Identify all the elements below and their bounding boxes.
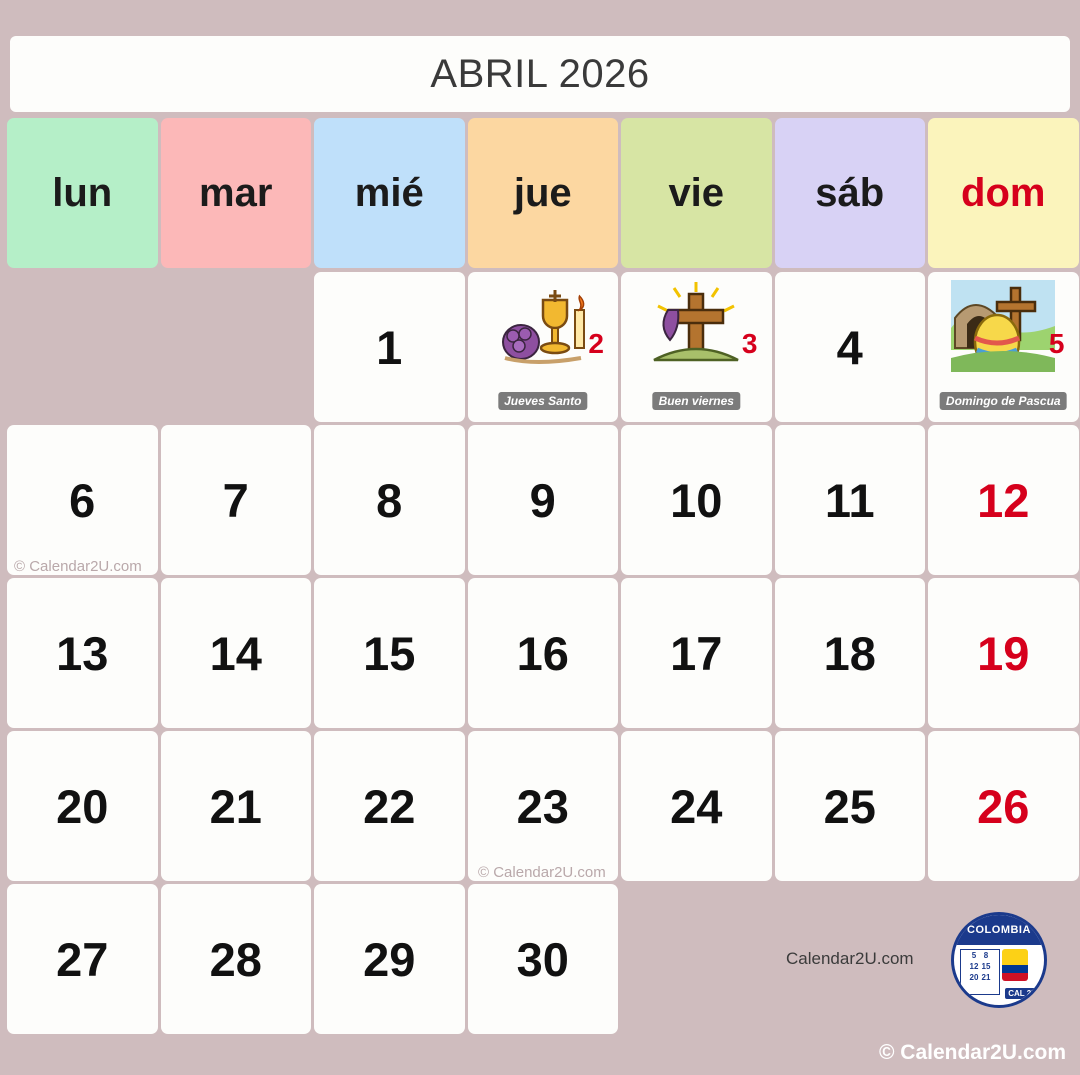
holiday-content <box>621 272 772 422</box>
logo-country-label: COLOMBIA <box>954 915 1044 945</box>
day-cell[interactable] <box>468 425 619 575</box>
day-number: 12 <box>977 473 1030 527</box>
logo-mini-cell: 8 <box>983 951 989 960</box>
day-cell[interactable] <box>621 425 772 575</box>
day-number: 1 <box>376 320 403 374</box>
day-cell[interactable] <box>314 272 465 422</box>
brand-label: Calendar2U.com <box>786 949 914 968</box>
day-number: 8 <box>376 473 403 527</box>
day-number: 16 <box>516 626 569 680</box>
logo-mini-cell: 5 <box>971 951 977 960</box>
day-number: 24 <box>670 779 723 833</box>
day-number: 23 <box>516 779 569 833</box>
chalice-grapes-candle-icon <box>491 280 595 372</box>
easter-egg-tomb-icon <box>951 280 1055 372</box>
empty-cell <box>621 884 772 1034</box>
day-number: 4 <box>836 320 863 374</box>
day-cell[interactable] <box>621 578 772 728</box>
day-cell[interactable] <box>621 731 772 881</box>
day-cell[interactable] <box>468 731 619 881</box>
weekday-label: vie <box>668 170 725 215</box>
logo-mini-cell: 20 <box>969 973 979 982</box>
day-cell[interactable] <box>928 731 1079 881</box>
weekday-header-5 <box>775 118 926 268</box>
day-number: 21 <box>209 779 262 833</box>
day-number: 28 <box>209 932 262 986</box>
weekday-header-3 <box>468 118 619 268</box>
day-number: 2 <box>588 328 604 359</box>
holiday-content <box>468 272 619 422</box>
weekday-header-4 <box>621 118 772 268</box>
calendar-grid <box>6 118 1074 1035</box>
day-number: 3 <box>741 328 758 359</box>
empty-cell <box>7 272 158 422</box>
day-cell[interactable] <box>928 578 1079 728</box>
weekday-header-6 <box>928 118 1079 268</box>
footer-credit: © Calendar2U.com <box>878 1041 1066 1064</box>
day-cell[interactable] <box>775 425 926 575</box>
day-cell[interactable] <box>314 884 465 1034</box>
day-cell[interactable] <box>468 884 619 1034</box>
month-title-bar <box>10 36 1070 112</box>
holiday-label: Jueves Santo <box>498 392 587 410</box>
watermark-top: © Calendar2U.com <box>14 558 142 575</box>
day-cell[interactable] <box>468 578 619 728</box>
day-number: 29 <box>363 932 416 986</box>
weekday-header-0 <box>7 118 158 268</box>
weekday-label: lun <box>52 170 113 215</box>
holiday-content <box>928 272 1079 422</box>
day-number: 19 <box>977 626 1030 680</box>
holiday-cell[interactable] <box>468 272 619 422</box>
weekday-header-2 <box>314 118 465 268</box>
holiday-label: Buen viernes <box>653 392 740 410</box>
day-cell[interactable] <box>775 578 926 728</box>
colombia-flag-icon <box>1002 949 1028 981</box>
empty-cell <box>161 272 312 422</box>
holiday-cell[interactable] <box>928 272 1079 422</box>
day-number: 20 <box>56 779 109 833</box>
cross-icon <box>644 280 748 372</box>
day-cell[interactable] <box>314 731 465 881</box>
day-cell[interactable] <box>161 425 312 575</box>
day-number: 7 <box>222 473 249 527</box>
day-cell[interactable] <box>7 731 158 881</box>
day-number: 18 <box>823 626 876 680</box>
logo-mini-cell: 21 <box>981 973 991 982</box>
day-cell[interactable] <box>314 578 465 728</box>
day-cell[interactable] <box>775 272 926 422</box>
logo-2u-badge: CAL 2U <box>1005 988 1040 999</box>
calendar2u-logo[interactable] <box>951 912 1047 1008</box>
holiday-cell[interactable] <box>621 272 772 422</box>
day-number: 5 <box>1048 328 1065 359</box>
day-number: 17 <box>670 626 723 680</box>
watermark-middle: © Calendar2U.com <box>478 864 606 881</box>
logo-mini-cell: 12 <box>969 962 979 971</box>
day-number: 13 <box>56 626 109 680</box>
day-number: 22 <box>363 779 416 833</box>
logo-mini-calendar-icon <box>960 949 1000 995</box>
logo-mini-cell: 15 <box>981 962 991 971</box>
day-cell[interactable] <box>161 884 312 1034</box>
holiday-label: Domingo de Pascua <box>940 392 1067 410</box>
weekday-label: dom <box>961 170 1046 215</box>
day-cell[interactable] <box>161 578 312 728</box>
day-number: 26 <box>977 779 1030 833</box>
day-number: 25 <box>823 779 876 833</box>
day-cell[interactable] <box>161 731 312 881</box>
day-number: 9 <box>529 473 556 527</box>
day-cell[interactable] <box>7 578 158 728</box>
day-cell[interactable] <box>928 425 1079 575</box>
day-number: 27 <box>56 932 109 986</box>
day-number: 10 <box>670 473 723 527</box>
day-number: 15 <box>363 626 416 680</box>
day-number: 11 <box>824 473 875 527</box>
day-number: 6 <box>69 473 96 527</box>
weekday-label: mié <box>354 170 424 215</box>
day-cell[interactable] <box>314 425 465 575</box>
day-cell[interactable] <box>775 731 926 881</box>
weekday-label: jue <box>513 170 572 215</box>
weekday-label: sáb <box>815 170 885 215</box>
day-cell[interactable] <box>7 884 158 1034</box>
day-cell[interactable] <box>7 425 158 575</box>
page-title: ABRIL 2026 <box>430 51 650 96</box>
weekday-header-1 <box>161 118 312 268</box>
weekday-label: mar <box>199 170 273 215</box>
day-number: 30 <box>516 932 569 986</box>
day-number: 14 <box>209 626 262 680</box>
